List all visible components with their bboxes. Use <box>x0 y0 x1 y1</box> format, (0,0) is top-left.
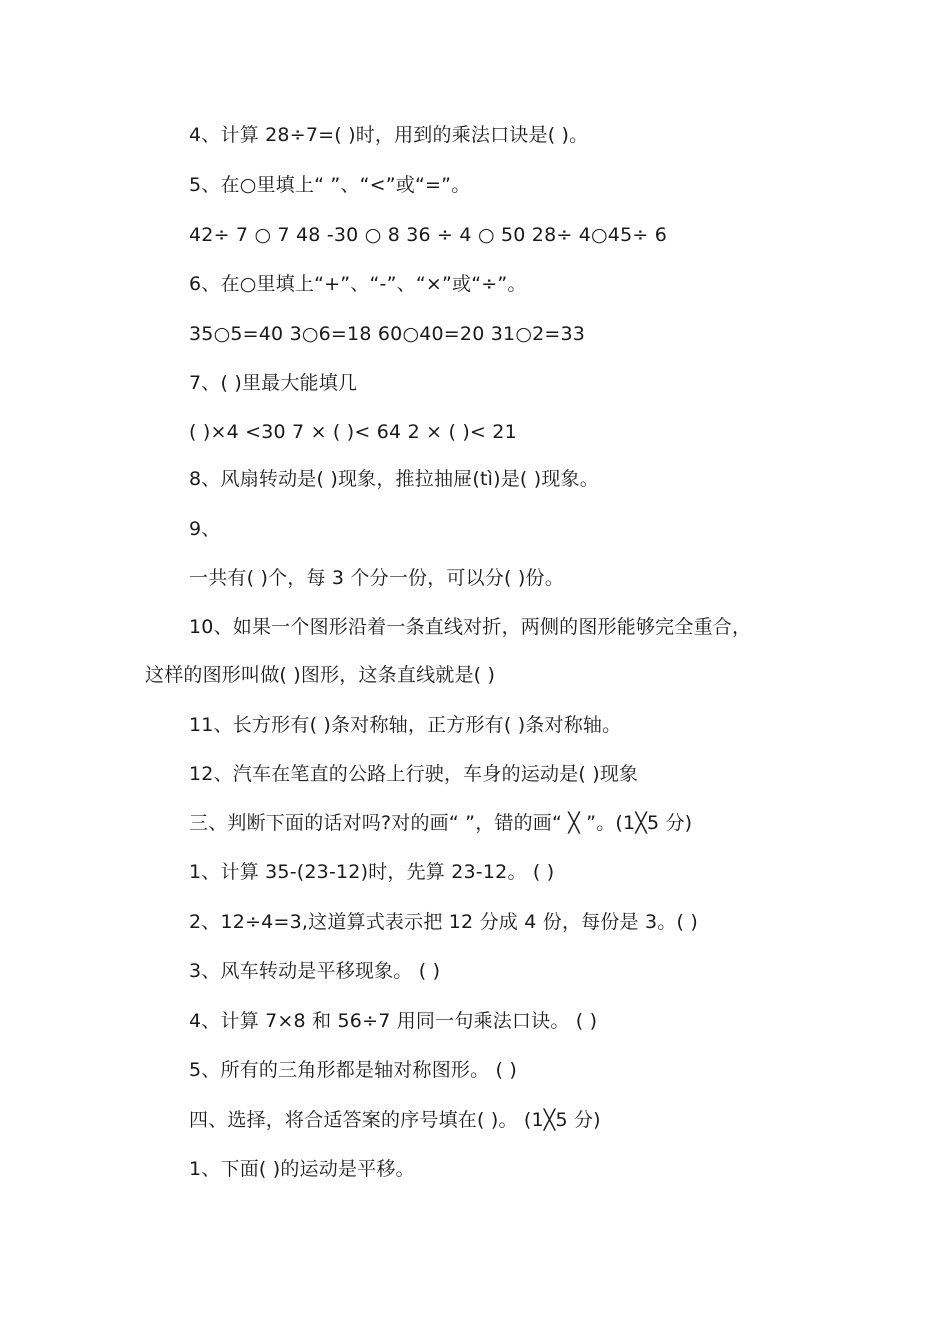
question-8-line: 8、风扇转动是( )现象，推拉抽屉(tì)是( )现象。 <box>189 468 599 490</box>
judge-item-5: 5、所有的三角形都是轴对称图形。 ( ) <box>189 1059 517 1081</box>
judge-item-2: 2、12÷4=3,这道算式表示把 12 分成 4 份，每份是 3。( ) <box>189 911 698 933</box>
judge-item-4: 4、计算 7×8 和 56÷7 用同一句乘法口诀。 ( ) <box>189 1010 598 1032</box>
question-6-line: 6、在○里填上“+”、“-”、“×”或“÷”。 <box>189 273 527 295</box>
section-3-heading: 三、判断下面的话对吗?对的画“ ”，错的画“ ╳ ”。(1╳5 分) <box>189 812 693 834</box>
question-7-line: 7、( )里最大能填几 <box>189 372 358 394</box>
question-6-items: 35○5=40 3○6=18 60○40=20 31○2=33 <box>189 323 586 345</box>
question-5-line: 5、在○里填上“ ”、“<”或“=”。 <box>189 174 471 196</box>
judge-item-1: 1、计算 35-(23-12)时，先算 23-12。 ( ) <box>189 861 555 883</box>
question-12-line: 12、汽车在笔直的公路上行驶，车身的运动是( )现象 <box>189 763 639 785</box>
question-9-line: 一共有( )个，每 3 个分一份，可以分( )份。 <box>189 567 564 589</box>
question-11-line: 11、长方形有( )条对称轴，正方形有( )条对称轴。 <box>189 714 622 736</box>
question-5-items: 42÷ 7 ○ 7 48 -30 ○ 8 36 ÷ 4 ○ 50 28÷ 4○45÷ 6 <box>189 224 668 246</box>
judge-item-3: 3、风车转动是平移现象。 ( ) <box>189 960 441 982</box>
choice-item-1: 1、下面( )的运动是平移。 <box>189 1158 415 1180</box>
question-4-line: 4、计算 28÷7=( )时，用到的乘法口诀是( )。 <box>189 124 589 146</box>
question-9-label: 9、 <box>189 518 221 540</box>
question-7-items: ( )×4 <30 7 × ( )< 64 2 × ( )< 21 <box>189 421 517 443</box>
section-4-heading: 四、选择，将合适答案的序号填在( )。 (1╳5 分) <box>189 1109 601 1131</box>
question-10-continuation: 这样的图形叫做( )图形，这条直线就是( ) <box>145 664 496 686</box>
question-10-line: 10、如果一个图形沿着一条直线对折，两侧的图形能够完全重合， <box>189 616 752 638</box>
